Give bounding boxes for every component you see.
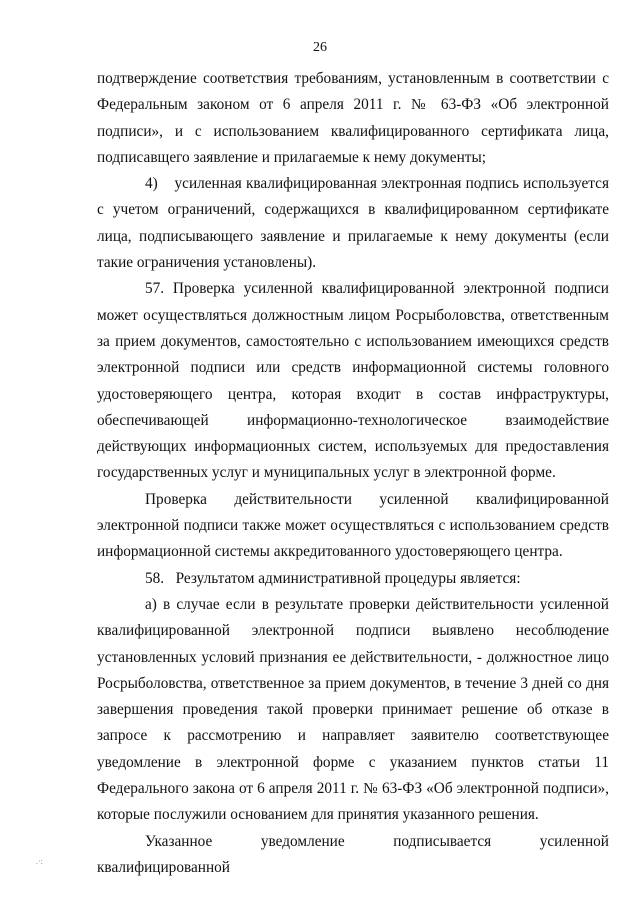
paragraph-57-verification: Проверка действительности усиленной квалифицированной электронной подписи также может осуществляться с использованием средств информационной системы аккредитованного удостоверяющего центра. — [97, 490, 609, 561]
paragraph-58: 58. Результатом административной процедуры является: — [145, 569, 521, 587]
page-number: 26 — [313, 40, 327, 55]
scan-mark: .·: — [36, 857, 43, 866]
paragraph-item-4: 4) усиленная квалифицированная электронная подпись используется с учетом ограничений, содержащихся в квалифицированном сертификате лица, подписывающего заявление и прилагаемые к нему документы (если такие ограничения установлены). — [97, 175, 609, 272]
paragraph-continuation: подтверждение соответствия требованиям, установленным в соответствии с Федеральным законом от 6 апреля 2011 г. № 63-ФЗ «Об электронной подписи», и с использованием квалифицированного сертификата лица, подписавщего заявление и прилагаемые к нему документы; — [97, 70, 609, 166]
paragraph-57: 57. Проверка усиленной квалифицированной электронной подписи может осуществляться должностным лицом Росрыболовства, ответственным за прием документов, самостоятельно с использованием имеющихся средств электронной подписи или средств информационной системы головного удостоверяющего центра, которая входит в состав инфраструктуры, обеспечивающей информационно-технологическое взаимодействие действующих информационных систем, используемых для предоставления государственных услуг и муниципальных услуг в электронной форме. — [97, 280, 609, 482]
paragraph-58-a: а) в случае если в результате проверки действительности усиленной квалифицированной электронной подписи выявлено несоблюдение установленных условий признания ее действительности, - должностное лицо Росрыболовства, ответственное за прием документов, в течение 3 дней со дня завершения проведения такой проверки принимает решение об отказе в запросе к рассмотрению и направляет заявителю соответствующее уведомление в электронной форме с указанием пунктов статьи 11 Федерального закона от 6 апреля 2011 г. № 63-ФЗ «Об электронной подписи», которые послужили основанием для принятия указанного решения. — [97, 595, 609, 824]
document-body — [97, 66, 609, 881]
paragraph-notice: Указанное уведомление подписывается усиленной квалифицированной — [97, 832, 609, 876]
